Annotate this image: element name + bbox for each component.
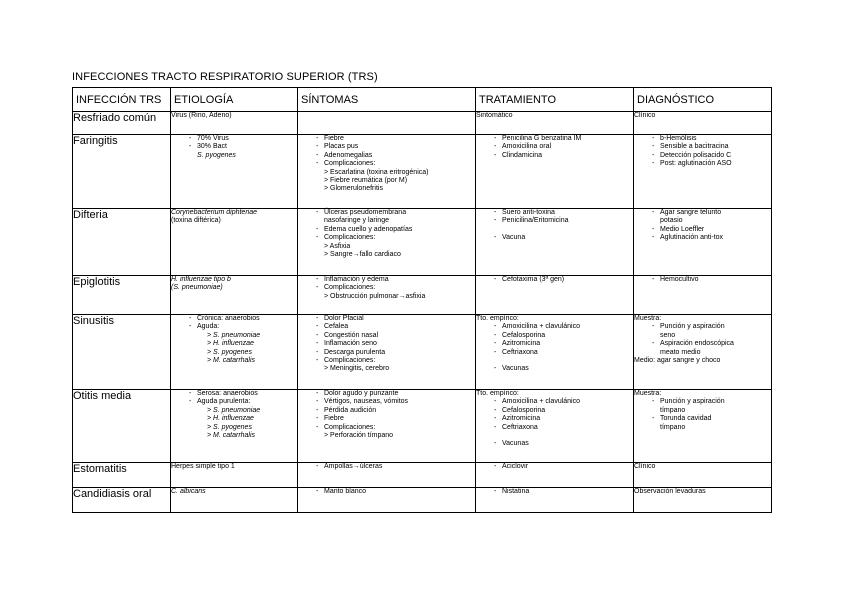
cell-line: - Crónica: anaerobios xyxy=(171,315,297,323)
cell-line: - 70% Virus xyxy=(171,135,297,143)
trs-table xyxy=(72,87,772,513)
cell-line: - Azitromicina xyxy=(476,415,633,423)
cell-line: Herpes simple tipo 1 xyxy=(171,463,235,470)
cell-line xyxy=(476,357,633,365)
cell-line: potasio xyxy=(660,217,683,225)
header-diagnostico: DIAGNÓSTICO xyxy=(634,88,772,112)
cell-line: > Perforación tímpano xyxy=(324,432,394,440)
cell-line: - 30% Bact xyxy=(171,143,297,151)
cell-line: - Úlceras pseudomembrana xyxy=(298,209,475,217)
cell-line: - Pérdida audición xyxy=(298,407,475,415)
etiologia-cell xyxy=(171,488,298,513)
cell-line: tímpano xyxy=(660,423,686,431)
cell-line: - b-Hemólisis xyxy=(634,135,771,143)
etiologia-cell xyxy=(171,276,298,315)
cell-line: Sintomático xyxy=(476,112,513,119)
cell-line: - Adenomegalias xyxy=(298,152,475,160)
table-row xyxy=(73,463,772,488)
cell-line: - Medio Loeffler xyxy=(634,226,771,234)
cell-line: - Nistatina xyxy=(476,488,633,496)
cell-line: - Cefotaxima (3ª gen) xyxy=(476,276,633,284)
cell-line: - Serosa: anaerobios xyxy=(171,390,297,398)
cell-line: - Aciclovir xyxy=(476,463,633,471)
header-tratamiento: TRATAMIENTO xyxy=(476,88,634,112)
cell-line: seno xyxy=(660,331,676,339)
cell-line: Virus (Rino, Adeno) xyxy=(171,112,232,119)
cell-line: > Fiebre reumática (por M) xyxy=(324,177,408,185)
cell-line: - Fiebre xyxy=(298,415,475,423)
cell-line: - Edema cuello y adenopatías xyxy=(298,226,475,234)
table-row xyxy=(73,112,772,135)
diagnostico-cell xyxy=(634,463,772,488)
cell-line: - Sensible a bacitracina xyxy=(634,143,771,151)
diagnostico-cell xyxy=(634,276,772,315)
diagnostico-cell xyxy=(634,112,772,135)
cell-line: - Amoxicilina + clavulánico xyxy=(476,398,633,406)
cell-line: (S. pneumoniae) xyxy=(171,284,223,292)
cell-line: > H. influenzae xyxy=(207,340,254,348)
row-name: Candidiasis oral xyxy=(73,488,171,513)
sintomas-cell xyxy=(298,390,476,463)
cell-line: - Fiebre xyxy=(298,135,475,143)
etiologia-cell xyxy=(171,112,298,135)
table-row xyxy=(73,209,772,276)
cell-line: Tto. empírico: xyxy=(476,390,519,397)
table-row xyxy=(73,390,772,463)
cell-line: Muestra: xyxy=(634,390,662,397)
cell-line: - Dolor agudo y punzante xyxy=(298,390,475,398)
cell-line: > H. influenzae xyxy=(207,415,254,423)
cell-line: - Post: aglutinación ASO xyxy=(634,160,771,168)
cell-line: S. pyogenes xyxy=(197,151,236,159)
cell-line: - Amoxicilina oral xyxy=(476,143,633,151)
diagnostico-cell xyxy=(634,315,772,390)
cell-line: meato medio xyxy=(660,348,701,356)
cell-line: > Meningitis, cerebro xyxy=(324,365,390,373)
document-title: INFECCIONES TRACTO RESPIRATORIO SUPERIOR (TRS) xyxy=(72,71,378,83)
cell-line: - Penicilina G benzatina IM xyxy=(476,135,633,143)
table-row xyxy=(73,315,772,390)
row-name: Difteria xyxy=(73,209,171,276)
cell-line: Clínico xyxy=(634,112,656,119)
row-name: Sinusitis xyxy=(73,315,171,390)
tratamiento-cell xyxy=(476,209,634,276)
cell-line: - Ceftriaxona xyxy=(476,349,633,357)
cell-line: - Dolor Pfacial xyxy=(298,315,475,323)
cell-line: - Vértigos, nauseas, vómitos xyxy=(298,398,475,406)
cell-line: - Cefalea xyxy=(298,323,475,331)
table-header-row xyxy=(73,88,772,112)
sintomas-cell xyxy=(298,135,476,209)
cell-line: - Ceftriaxona xyxy=(476,424,633,432)
cell-line: H. influenzae tipo b xyxy=(171,276,231,283)
cell-line: > M. catarrhalis xyxy=(207,432,256,440)
cell-line: - Aguda purulenta: xyxy=(171,398,297,406)
row-name: Estomatitis xyxy=(73,463,171,488)
row-name: Faringitis xyxy=(73,135,171,209)
header-etiologia: ETIOLOGÍA xyxy=(171,88,298,112)
cell-line: - Vacunas xyxy=(476,365,633,373)
etiologia-cell xyxy=(171,315,298,390)
cell-line: - Complicaciones: xyxy=(298,160,475,168)
table-row xyxy=(73,276,772,315)
cell-line: - Amoxicilina + clavulánico xyxy=(476,323,633,331)
row-name: Otitis media xyxy=(73,390,171,463)
cell-line: - Hemocultivo xyxy=(634,276,771,284)
cell-line: - Aguda: xyxy=(171,323,297,331)
cell-line: > Obstrucción pulmonar→asfixia xyxy=(324,292,426,300)
cell-line: - Cefalosporina xyxy=(476,407,633,415)
cell-line: Muestra: xyxy=(634,315,662,322)
cell-line: - Inflamación y edema xyxy=(298,276,475,284)
cell-line: - Punción y aspiración xyxy=(634,398,771,406)
cell-line: - Azitromicina xyxy=(476,340,633,348)
etiologia-cell xyxy=(171,390,298,463)
cell-line: - Torunda cavidad xyxy=(634,415,771,423)
tratamiento-cell xyxy=(476,135,634,209)
tratamiento-cell xyxy=(476,276,634,315)
sintomas-cell xyxy=(298,276,476,315)
cell-line: > S. pneumoniae xyxy=(207,406,261,414)
cell-line: Observación levaduras xyxy=(634,488,706,495)
sintomas-cell xyxy=(298,488,476,513)
row-name: Resfriado común xyxy=(73,112,171,135)
cell-line: > Asfixia xyxy=(324,242,351,250)
cell-line: tímpano xyxy=(660,406,686,414)
cell-line: > S. pyogenes xyxy=(207,348,252,356)
diagnostico-cell xyxy=(634,209,772,276)
cell-line: - Vacuna xyxy=(476,234,633,242)
tratamiento-cell xyxy=(476,463,634,488)
cell-line: Clínico xyxy=(634,463,656,470)
cell-line: > Sangre→fallo cardiaco xyxy=(324,251,401,259)
cell-line: - Inflamación seno xyxy=(298,340,475,348)
diagnostico-cell xyxy=(634,390,772,463)
row-name: Epiglotitis xyxy=(73,276,171,315)
cell-line: > S. pyogenes xyxy=(207,423,252,431)
cell-line: - Complicaciones: xyxy=(298,234,475,242)
tratamiento-cell xyxy=(476,112,634,135)
diagnostico-cell xyxy=(634,488,772,513)
tratamiento-cell xyxy=(476,488,634,513)
sintomas-cell xyxy=(298,112,476,135)
cell-line: - Clindamicina xyxy=(476,152,633,160)
cell-line: > Glomerulonefritis xyxy=(324,185,383,193)
tratamiento-cell xyxy=(476,315,634,390)
cell-line: - Vacunas xyxy=(476,440,633,448)
cell-line: - Complicaciones: xyxy=(298,424,475,432)
cell-line: - Descarga purulenta xyxy=(298,349,475,357)
cell-line: - Cefalosporina xyxy=(476,332,633,340)
sintomas-cell xyxy=(298,463,476,488)
cell-line: Medio: agar sangre y choco xyxy=(634,357,721,365)
cell-line: - Agar sangre telurito xyxy=(634,209,771,217)
cell-line xyxy=(476,226,633,234)
cell-line: > M. catarrhalis xyxy=(207,357,256,365)
cell-line: - Congestión nasal xyxy=(298,332,475,340)
cell-line: - Complicaciones: xyxy=(298,284,475,292)
cell-line: C. albicans xyxy=(171,488,206,495)
cell-line: - Placas pus xyxy=(298,143,475,151)
etiologia-cell xyxy=(171,463,298,488)
table-row xyxy=(73,135,772,209)
etiologia-cell xyxy=(171,209,298,276)
table-row xyxy=(73,488,772,513)
cell-line: - Penicilina/Eritomicina xyxy=(476,217,633,225)
cell-line: - Suero anti-toxina xyxy=(476,209,633,217)
cell-line: (toxina diftérica) xyxy=(171,217,221,225)
header-sintomas: SÍNTOMAS xyxy=(298,88,476,112)
cell-line xyxy=(476,432,633,440)
cell-line: - Aglutinación anti-tox xyxy=(634,234,771,242)
cell-line: - Detección polisacido C xyxy=(634,152,771,160)
tratamiento-cell xyxy=(476,390,634,463)
cell-line: - Complicaciones: xyxy=(298,357,475,365)
cell-line: nasofaringe y laringe xyxy=(324,217,389,225)
cell-line: Tto. empírico: xyxy=(476,315,519,322)
cell-line: - Ampollas→úlceras xyxy=(298,463,475,471)
diagnostico-cell xyxy=(634,135,772,209)
sintomas-cell xyxy=(298,209,476,276)
cell-line: - Punción y aspiración xyxy=(634,323,771,331)
header-infeccion: INFECCIÓN TRS xyxy=(73,88,171,112)
cell-line: Corynebacterium diphteriae xyxy=(171,209,257,216)
cell-line: > S. pneumoniae xyxy=(207,331,261,339)
cell-line: - Manto blanco xyxy=(298,488,475,496)
sintomas-cell xyxy=(298,315,476,390)
cell-line: > Escarlatina (toxina eritrogénica) xyxy=(324,168,429,176)
etiologia-cell xyxy=(171,135,298,209)
cell-line: - Aspiración endoscópica xyxy=(634,340,771,348)
